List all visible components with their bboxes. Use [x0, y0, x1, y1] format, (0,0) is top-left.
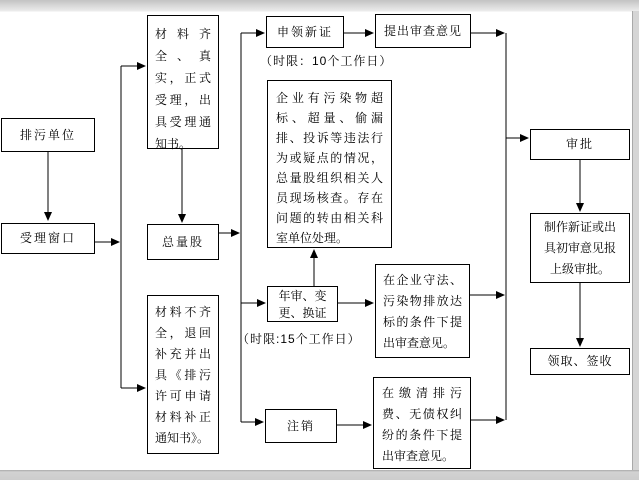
node-submit-review-opinion: 提出审查意见: [375, 14, 471, 48]
node-opinion-compliance-condition: 在企业守法、污染物排放达标的条件下提出审查意见。: [375, 264, 470, 358]
node-materials-incomplete: 材料不齐全，退回补充并出具《排污许可申请材料补正通知书》。: [147, 295, 219, 454]
label-time-limit-10-days: （时限：10个工作日）: [260, 54, 393, 68]
node-opinion-fee-paid-condition: 在缴清排污费、无债权纠纷的条件下提出审查意见。: [373, 377, 471, 469]
node-approval: 审批: [530, 129, 630, 160]
node-cancellation: 注销: [265, 409, 337, 443]
node-site-inspection-note: 企业有污染物超标、超量、偷漏排、投诉等违法行为或疑点的情况，总量股组织相关人员现场核查。存在问题的转由相关科室单位处理。: [267, 80, 392, 248]
label-time-limit-15-days: （时限:15个工作日）: [237, 332, 361, 346]
node-make-permit-or-report: 制作新证或出具初审意见报上级审批。: [530, 213, 630, 283]
node-total-quantity-section: 总量股: [147, 224, 219, 260]
node-materials-complete: 材料齐全、真实，正式受理，出具受理通知书。: [147, 15, 219, 149]
node-discharge-unit: 排污单位: [1, 118, 95, 152]
node-annual-review-change-renewal: 年审、变更、换证: [267, 286, 338, 322]
node-receive-sign: 领取、签收: [530, 348, 630, 375]
node-acceptance-window: 受理窗口: [1, 223, 95, 254]
node-apply-new-permit: 申领新证: [266, 16, 344, 48]
